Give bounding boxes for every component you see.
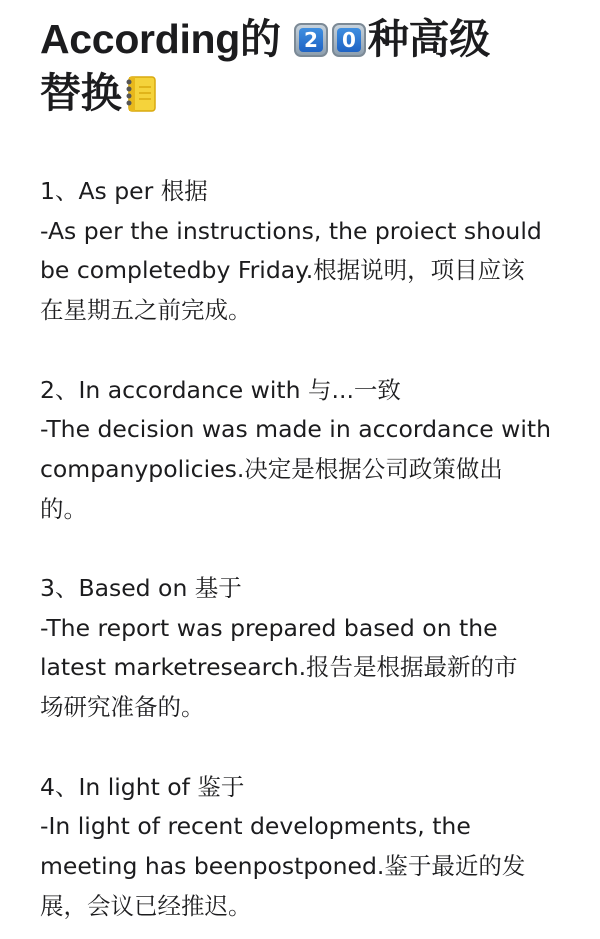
example-line: companypolicies.决定是根据公司政策做出 <box>40 454 503 483</box>
title-text-part1: According的 <box>40 16 281 62</box>
phrase-item-3 <box>40 569 570 728</box>
example-line: -In light of recent developments, the <box>40 812 471 841</box>
title-line-1 <box>40 12 570 66</box>
example-line: 场研究准备的。 <box>40 693 205 722</box>
example-line: 在星期五之前完成。 <box>40 296 252 325</box>
phrase-item-1 <box>40 172 570 331</box>
phrase-item-2 <box>40 371 570 530</box>
keycap-digit-0-icon <box>332 23 366 57</box>
example-line: 展，会议已经推迟。 <box>40 891 252 920</box>
example-line: -As per the instructions, the proiect should <box>40 216 542 245</box>
keycap-digit-2-label: 2 <box>299 28 323 52</box>
example-line: -The report was prepared based on the <box>40 613 498 642</box>
example-line: latest marketresearch.报告是根据最新的市 <box>40 653 518 682</box>
notebook-icon <box>123 72 157 110</box>
title-text-line2: 替换 <box>40 70 122 116</box>
example-line: 的。 <box>40 494 87 523</box>
page-title <box>40 12 570 120</box>
keycap-digit-2-icon <box>294 23 328 57</box>
phrase-heading: 3、Based on 基于 <box>40 574 242 602</box>
phrase-heading: 4、In light of 鉴于 <box>40 772 245 801</box>
keycap-digit-0-label: 0 <box>337 28 361 52</box>
example-line: be completedby Friday.根据说明，项目应该 <box>40 256 525 285</box>
phrase-item-4 <box>40 768 570 927</box>
phrase-list <box>40 172 570 926</box>
example-line: meeting has beenpostponed.鉴于最近的发 <box>40 851 526 880</box>
title-text-part2: 种高级 <box>367 16 490 62</box>
example-line: -The decision was made in accordance with <box>40 415 551 444</box>
title-line-2 <box>40 66 570 120</box>
phrase-heading: 2、In accordance with 与...一致 <box>40 375 401 404</box>
phrase-heading: 1、As per 根据 <box>40 177 208 205</box>
